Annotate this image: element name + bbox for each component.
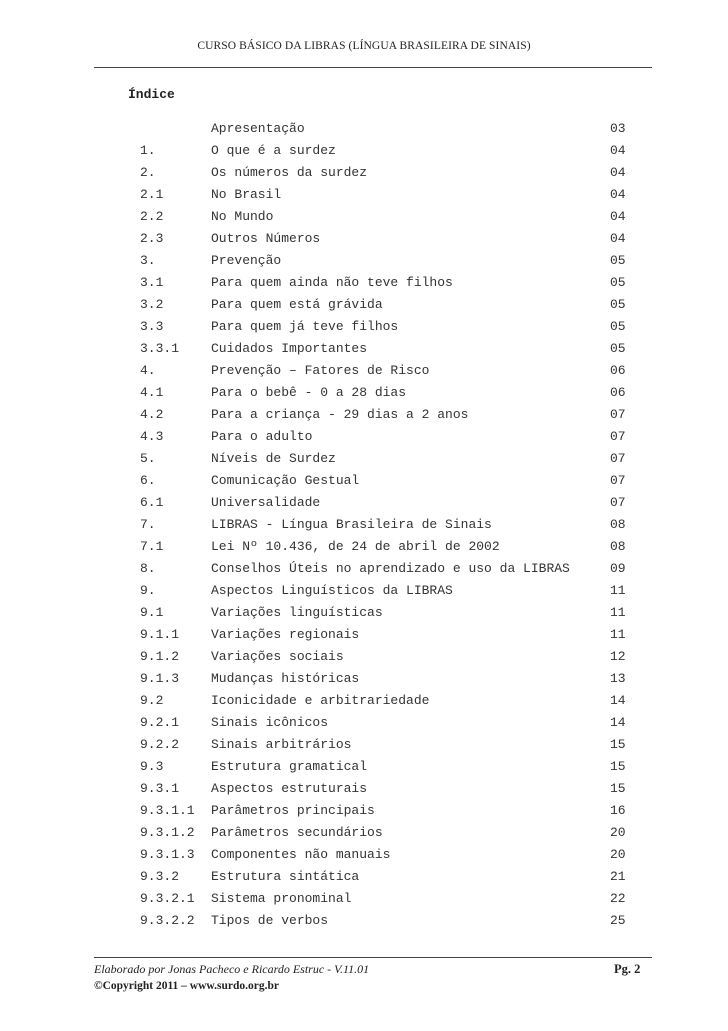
toc-entry-title: Componentes não manuais xyxy=(211,847,391,862)
toc-entry-page: 09 xyxy=(610,561,626,576)
toc-entry-page: 16 xyxy=(610,803,626,818)
toc-entry-title: Parâmetros principais xyxy=(211,803,375,818)
footer-copyright: ©Copyright 2011 – www.surdo.org.br xyxy=(94,980,279,992)
toc-entry-title: Variações linguísticas xyxy=(211,605,383,620)
toc-entry[interactable] xyxy=(0,800,728,822)
toc-entry-title: No Mundo xyxy=(211,209,274,224)
toc-entry-title: Variações sociais xyxy=(211,649,344,664)
toc-entry-title: Outros Números xyxy=(211,231,321,246)
toc-entry[interactable] xyxy=(0,822,728,844)
toc-entry-number: 4.1 xyxy=(140,385,164,400)
toc-entry-title: Iconicidade e arbitrariedade xyxy=(211,693,430,708)
toc-entry-page: 20 xyxy=(610,847,626,862)
toc-entry-title: Apresentação xyxy=(211,121,305,136)
toc-entry[interactable] xyxy=(0,668,728,690)
toc-entry-number: 2. xyxy=(140,165,156,180)
toc-entry-number: 1. xyxy=(140,143,156,158)
toc-entry-title: Sistema pronominal xyxy=(211,891,352,906)
toc-entry-number: 9. xyxy=(140,583,156,598)
toc-entry-number: 9.2.2 xyxy=(140,737,180,752)
toc-entry-number: 2.1 xyxy=(140,187,164,202)
toc-entry-title: No Brasil xyxy=(211,187,282,202)
toc-entry-page: 15 xyxy=(610,737,626,752)
toc-entry-title: Variações regionais xyxy=(211,627,360,642)
toc-entry-page: 11 xyxy=(610,583,626,598)
table-of-contents xyxy=(0,118,728,932)
toc-entry[interactable] xyxy=(0,690,728,712)
toc-entry-number: 9.1.2 xyxy=(140,649,180,664)
toc-entry-title: Para quem está grávida xyxy=(211,297,383,312)
toc-entry-page: 13 xyxy=(610,671,626,686)
toc-entry-title: O que é a surdez xyxy=(211,143,336,158)
toc-entry-number: 2.3 xyxy=(140,231,164,246)
toc-entry-page: 04 xyxy=(610,165,626,180)
toc-entry-number: 9.3.2.2 xyxy=(140,913,195,928)
toc-entry-title: Estrutura gramatical xyxy=(211,759,368,774)
toc-entry-page: 05 xyxy=(610,341,626,356)
toc-entry-page: 12 xyxy=(610,649,626,664)
toc-entry[interactable] xyxy=(0,602,728,624)
toc-entry-title: Prevenção – Fatores de Risco xyxy=(211,363,430,378)
toc-entry-number: 9.3.1.3 xyxy=(140,847,195,862)
toc-entry-title: Tipos de verbos xyxy=(211,913,329,928)
toc-entry[interactable] xyxy=(0,360,728,382)
toc-entry-title: Cuidados Importantes xyxy=(211,341,368,356)
toc-entry-number: 9.3.1.1 xyxy=(140,803,195,818)
toc-entry[interactable] xyxy=(0,184,728,206)
toc-entry-title: Comunicação Gestual xyxy=(211,473,360,488)
toc-entry-title: Aspectos estruturais xyxy=(211,781,368,796)
toc-entry-title: Para quem já teve filhos xyxy=(211,319,399,334)
footer-page-number: Pg. 2 xyxy=(614,962,641,976)
toc-entry-title: Os números da surdez xyxy=(211,165,368,180)
toc-entry[interactable] xyxy=(0,316,728,338)
toc-entry-title: Para a criança - 29 dias a 2 anos xyxy=(211,407,469,422)
toc-entry[interactable] xyxy=(0,382,728,404)
toc-entry-number: 8. xyxy=(140,561,156,576)
toc-entry-title: Para o adulto xyxy=(211,429,313,444)
toc-entry-number: 7. xyxy=(140,517,156,532)
toc-entry[interactable] xyxy=(0,448,728,470)
toc-entry[interactable] xyxy=(0,140,728,162)
toc-entry-number: 9.3.2 xyxy=(140,869,180,884)
toc-entry-number: 3.3 xyxy=(140,319,164,334)
toc-entry-page: 07 xyxy=(610,429,626,444)
toc-entry-number: 3.1 xyxy=(140,275,164,290)
toc-entry-number: 9.1.1 xyxy=(140,627,180,642)
toc-entry-number: 9.3.1.2 xyxy=(140,825,195,840)
toc-entry-page: 08 xyxy=(610,539,626,554)
toc-entry-number: 3.3.1 xyxy=(140,341,180,356)
toc-entry-title: Níveis de Surdez xyxy=(211,451,336,466)
toc-entry[interactable] xyxy=(0,756,728,778)
toc-entry-page: 06 xyxy=(610,385,626,400)
toc-entry-page: 07 xyxy=(610,473,626,488)
toc-entry-page: 20 xyxy=(610,825,626,840)
toc-entry-title: Sinais icônicos xyxy=(211,715,329,730)
toc-entry[interactable] xyxy=(0,910,728,932)
toc-entry-page: 05 xyxy=(610,297,626,312)
toc-entry-page: 14 xyxy=(610,693,626,708)
toc-entry[interactable] xyxy=(0,294,728,316)
toc-entry-page: 22 xyxy=(610,891,626,906)
toc-entry-title: Para o bebê - 0 a 28 dias xyxy=(211,385,407,400)
toc-entry-page: 25 xyxy=(610,913,626,928)
toc-entry-number: 9.1.3 xyxy=(140,671,180,686)
toc-entry-page: 04 xyxy=(610,143,626,158)
toc-entry-number: 4. xyxy=(140,363,156,378)
footer-divider xyxy=(94,957,652,958)
toc-entry-title: Sinais arbitrários xyxy=(211,737,352,752)
toc-entry-number: 9.3 xyxy=(140,759,164,774)
toc-entry-number: 9.3.2.1 xyxy=(140,891,195,906)
toc-entry-number: 7.1 xyxy=(140,539,164,554)
toc-entry[interactable] xyxy=(0,228,728,250)
toc-entry-page: 15 xyxy=(610,781,626,796)
toc-entry-page: 08 xyxy=(610,517,626,532)
toc-entry-title: Aspectos Linguísticos da LIBRAS xyxy=(211,583,453,598)
toc-entry-number: 6.1 xyxy=(140,495,164,510)
toc-entry-page: 03 xyxy=(610,121,626,136)
toc-entry-title: Lei Nº 10.436, de 24 de abril de 2002 xyxy=(211,539,500,554)
toc-entry[interactable] xyxy=(0,272,728,294)
toc-entry[interactable] xyxy=(0,888,728,910)
toc-entry-title: Parâmetros secundários xyxy=(211,825,383,840)
toc-entry-number: 9.3.1 xyxy=(140,781,180,796)
toc-entry[interactable] xyxy=(0,580,728,602)
toc-entry[interactable] xyxy=(0,250,728,272)
toc-entry[interactable] xyxy=(0,778,728,800)
toc-entry[interactable] xyxy=(0,536,728,558)
toc-entry[interactable] xyxy=(0,514,728,536)
document-header-title: CURSO BÁSICO DA LIBRAS (LÍNGUA BRASILEIRA DE SINAIS) xyxy=(197,40,531,52)
header-divider xyxy=(94,67,652,68)
toc-entry-page: 04 xyxy=(610,187,626,202)
toc-entry-page: 07 xyxy=(610,451,626,466)
toc-entry-page: 21 xyxy=(610,869,626,884)
toc-entry-number: 9.1 xyxy=(140,605,164,620)
toc-entry-page: 04 xyxy=(610,209,626,224)
toc-entry-page: 05 xyxy=(610,253,626,268)
toc-entry[interactable] xyxy=(0,624,728,646)
footer-authors: Elaborado por Jonas Pacheco e Ricardo Estruc - V.11.01 xyxy=(94,962,370,976)
toc-entry-title: Prevenção xyxy=(211,253,282,268)
toc-entry-number: 9.2 xyxy=(140,693,164,708)
toc-entry[interactable] xyxy=(0,470,728,492)
toc-entry-page: 06 xyxy=(610,363,626,378)
toc-entry-page: 07 xyxy=(610,407,626,422)
toc-entry-number: 3. xyxy=(140,253,156,268)
toc-entry-title: Conselhos Úteis no aprendizado e uso da LIBRAS xyxy=(211,561,570,576)
toc-entry[interactable] xyxy=(0,206,728,228)
toc-entry-number: 9.2.1 xyxy=(140,715,180,730)
toc-entry-page: 11 xyxy=(610,605,626,620)
toc-entry-title: Mudanças históricas xyxy=(211,671,360,686)
toc-entry-title: Estrutura sintática xyxy=(211,869,360,884)
toc-entry-number: 6. xyxy=(140,473,156,488)
toc-entry[interactable] xyxy=(0,162,728,184)
toc-entry[interactable] xyxy=(0,492,728,514)
toc-entry[interactable] xyxy=(0,866,728,888)
toc-entry[interactable] xyxy=(0,646,728,668)
toc-entry[interactable] xyxy=(0,118,728,140)
toc-entry-page: 04 xyxy=(610,231,626,246)
toc-entry[interactable] xyxy=(0,426,728,448)
toc-entry[interactable] xyxy=(0,338,728,360)
toc-heading: Índice xyxy=(128,87,175,102)
toc-entry-number: 2.2 xyxy=(140,209,164,224)
toc-entry[interactable] xyxy=(0,844,728,866)
toc-entry[interactable] xyxy=(0,734,728,756)
toc-entry-number: 3.2 xyxy=(140,297,164,312)
toc-entry-page: 15 xyxy=(610,759,626,774)
toc-entry[interactable] xyxy=(0,712,728,734)
toc-entry[interactable] xyxy=(0,558,728,580)
toc-entry-page: 14 xyxy=(610,715,626,730)
toc-entry-page: 05 xyxy=(610,319,626,334)
toc-entry-number: 5. xyxy=(140,451,156,466)
toc-entry[interactable] xyxy=(0,404,728,426)
toc-entry-number: 4.3 xyxy=(140,429,164,444)
toc-entry-title: Para quem ainda não teve filhos xyxy=(211,275,453,290)
toc-entry-title: Universalidade xyxy=(211,495,321,510)
toc-entry-page: 11 xyxy=(610,627,626,642)
toc-entry-title: LIBRAS - Língua Brasileira de Sinais xyxy=(211,517,492,532)
toc-entry-page: 07 xyxy=(610,495,626,510)
toc-entry-number: 4.2 xyxy=(140,407,164,422)
toc-entry-page: 05 xyxy=(610,275,626,290)
